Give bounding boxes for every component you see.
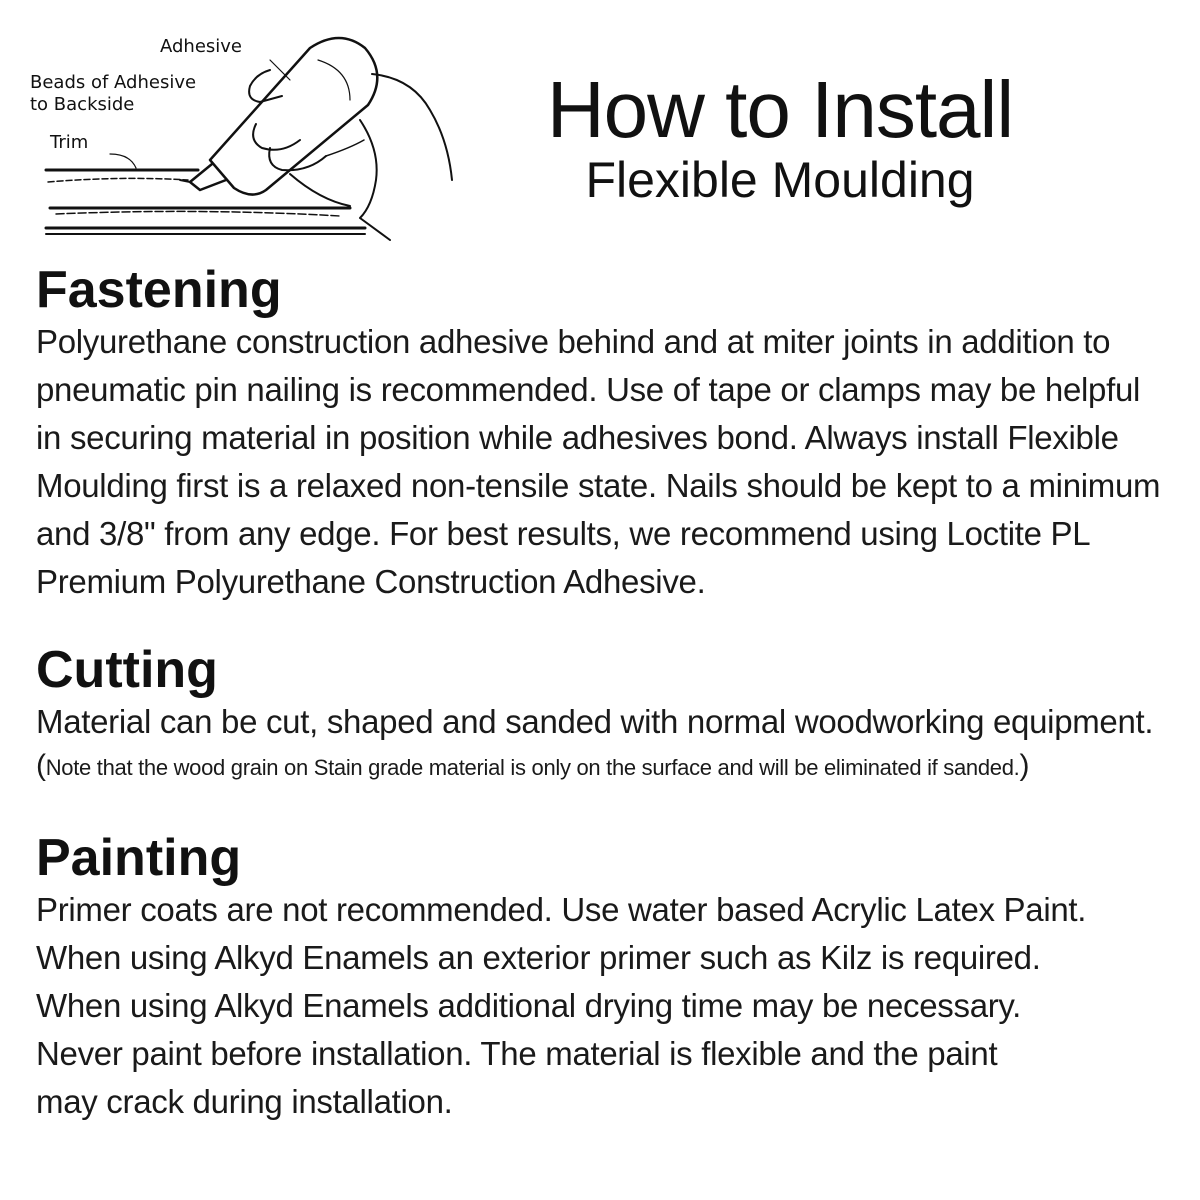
heading-cutting: Cutting [36,641,218,699]
fastening-line: Premium Polyurethane Construction Adhesive. [36,563,706,600]
title-block [520,65,1040,208]
heading-painting: Painting [36,829,242,887]
page-subtitle: Flexible Moulding [585,152,975,208]
fastening-body [36,318,1171,606]
painting-line: Never paint before installation. The material is flexible and the paint [36,1035,998,1072]
heading-fastening: Fastening [36,261,282,319]
fastening-line: in securing material in position while adhesives bond. Always install Flexible [36,419,1119,456]
fastening-line: and 3/8" from any edge. For best results, we recommend using Loctite PL [36,515,1091,552]
note-close-paren: ) [1019,749,1030,782]
label-beads-line2: to Backside [30,94,135,115]
fastening-line: Moulding first is a relaxed non-tensile state. Nails should be kept to a minimum [36,467,1161,504]
section-cutting [36,642,1176,788]
cutting-body [36,698,1176,746]
cutting-note-text: Note that the wood grain on Stain grade material is only on the surface and will be eliminated if sanded. [45,755,1020,780]
painting-line: Primer coats are not recommended. Use water based Acrylic Latex Paint. [36,891,1087,928]
cutting-line: Material can be cut, shaped and sanded with normal woodworking equipment. [36,703,1154,740]
page-title: How to Install [546,65,1014,154]
painting-body [36,886,1176,1126]
label-beads-line1: Beads of Adhesive [30,72,197,93]
fastening-line: Polyurethane construction adhesive behind and at miter joints in addition to [36,323,1111,360]
section-painting [36,830,1176,1126]
cutting-note [36,746,1176,788]
installation-illustration [20,30,470,250]
painting-line: When using Alkyd Enamels additional drying time may be necessary. [36,987,1022,1024]
label-adhesive: Adhesive [160,36,243,57]
painting-line: When using Alkyd Enamels an exterior primer such as Kilz is required. [36,939,1041,976]
label-trim: Trim [50,132,89,153]
painting-line: may crack during installation. [36,1083,453,1120]
section-fastening [36,262,1176,606]
note-open-paren: ( [36,749,46,782]
fastening-line: pneumatic pin nailing is recommended. Use of tape or clamps may be helpful [36,371,1141,408]
